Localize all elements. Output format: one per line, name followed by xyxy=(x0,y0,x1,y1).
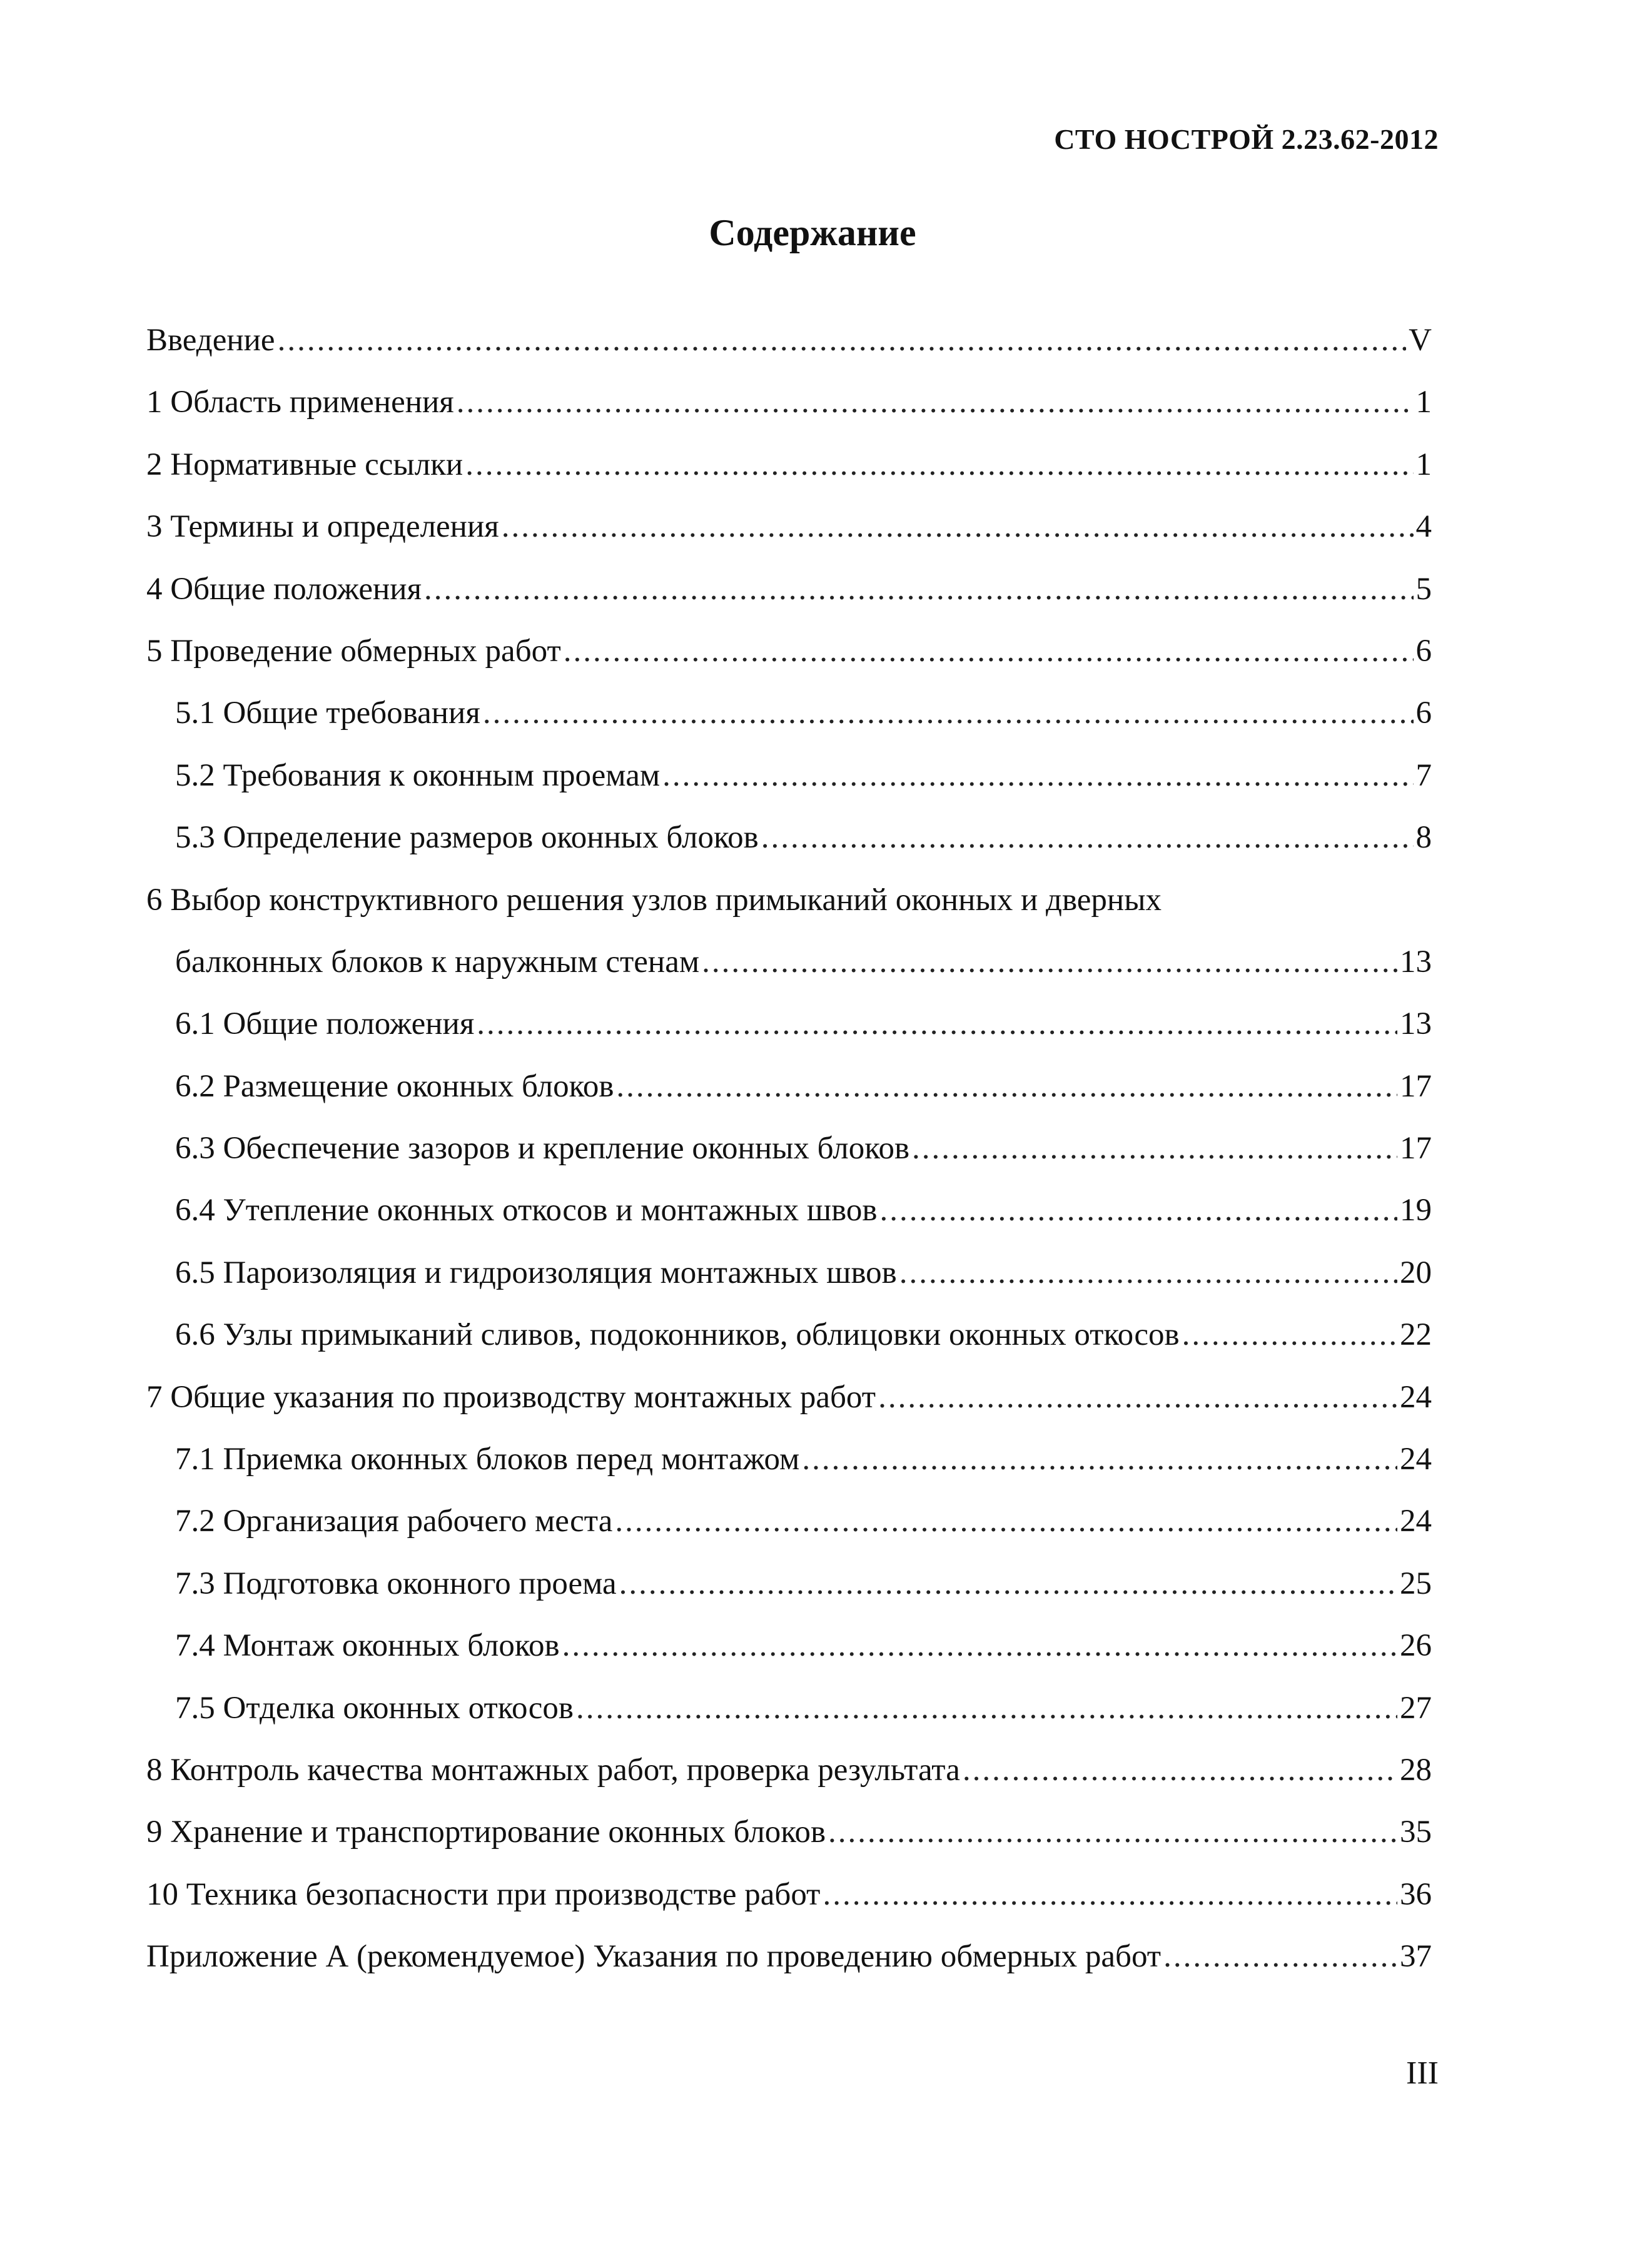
toc-leader-dots xyxy=(662,757,1413,794)
toc-leader-dots xyxy=(564,633,1414,669)
toc-entry xyxy=(146,757,1432,819)
toc-entry-page: 28 xyxy=(1400,1752,1432,1788)
toc-entry xyxy=(146,1876,1432,1938)
toc-entry xyxy=(146,571,1432,633)
toc-leader-dots xyxy=(424,571,1413,607)
toc-entry-page: 24 xyxy=(1400,1379,1432,1415)
toc-entry-title: 6.2 Размещение оконных блоков xyxy=(175,1068,614,1104)
toc-leader-dots xyxy=(963,1752,1397,1788)
toc-entry-page: 19 xyxy=(1400,1193,1432,1228)
toc-entry-page: 26 xyxy=(1400,1628,1432,1664)
toc-entry-title: 1 Область применения xyxy=(146,385,454,420)
toc-entry-title: 5.1 Общие требования xyxy=(175,696,480,731)
table-of-contents xyxy=(146,322,1432,2001)
toc-entry xyxy=(146,1752,1432,1814)
toc-entry xyxy=(146,944,1432,1006)
toc-entry-title: 7.5 Отделка оконных откосов xyxy=(175,1690,574,1726)
toc-entry-page: V xyxy=(1409,323,1432,358)
toc-entry-title: 6.4 Утепление оконных откосов и монтажных швов xyxy=(175,1193,878,1228)
toc-entry-title: 5.2 Требования к оконным проемам xyxy=(175,757,661,793)
toc-entry-title: 5.3 Определение размеров оконных блоков xyxy=(175,820,759,856)
toc-entry xyxy=(146,1130,1432,1192)
toc-entry-title: 6.6 Узлы примыканий сливов, подоконников, облицовки оконных откосов xyxy=(175,1317,1180,1353)
toc-entry xyxy=(146,819,1432,881)
toc-entry-page: 5 xyxy=(1415,571,1432,607)
toc-entry xyxy=(146,1814,1432,1876)
toc-entry-title: балконных блоков к наружным стенам xyxy=(175,944,700,980)
toc-entry xyxy=(146,695,1432,757)
page-title: Содержание xyxy=(709,212,916,253)
toc-entry xyxy=(146,509,1432,570)
toc-entry xyxy=(146,1690,1432,1752)
toc-leader-dots xyxy=(823,1876,1397,1913)
toc-entry xyxy=(146,1192,1432,1254)
toc-entry-page: 20 xyxy=(1400,1255,1432,1290)
toc-entry xyxy=(146,633,1432,695)
toc-entry-title: 7.1 Приемка оконных блоков перед монтажом xyxy=(175,1442,800,1477)
toc-leader-dots xyxy=(619,1566,1397,1602)
toc-leader-dots xyxy=(899,1255,1397,1291)
toc-leader-dots xyxy=(615,1503,1397,1539)
toc-entry xyxy=(146,447,1432,509)
toc-entry-title: Приложение А (рекомендуемое) Указания по проведению обмерных работ xyxy=(146,1939,1162,1975)
toc-entry-page: 22 xyxy=(1400,1317,1432,1353)
toc-entry xyxy=(146,1628,1432,1689)
toc-leader-dots xyxy=(880,1192,1398,1228)
toc-entry-page: 35 xyxy=(1400,1815,1432,1850)
toc-entry-title: 7 Общие указания по производству монтажных работ xyxy=(146,1379,876,1415)
toc-entry xyxy=(146,1006,1432,1068)
toc-entry-title: 10 Техника безопасности при производстве работ xyxy=(146,1876,821,1912)
toc-entry xyxy=(146,322,1432,384)
toc-entry-page: 6 xyxy=(1415,696,1432,731)
toc-entry xyxy=(146,1255,1432,1317)
toc-entry-title: 8 Контроль качества монтажных работ, проверка результата xyxy=(146,1752,960,1788)
toc-entry xyxy=(146,882,1432,944)
toc-entry xyxy=(146,1938,1432,2000)
toc-entry-title: 5 Проведение обмерных работ xyxy=(146,633,561,669)
toc-entry-title: 6.3 Обеспечение зазоров и крепление оконных блоков xyxy=(175,1131,910,1167)
toc-leader-dots xyxy=(761,819,1414,856)
toc-entry-title: 2 Нормативные ссылки xyxy=(146,447,463,482)
toc-entry xyxy=(146,1379,1432,1441)
toc-leader-dots xyxy=(278,322,1407,358)
toc-entry xyxy=(146,1566,1432,1628)
toc-entry-page: 1 xyxy=(1415,447,1432,482)
toc-leader-dots xyxy=(483,695,1414,731)
toc-entry-page: 8 xyxy=(1415,820,1432,856)
toc-entry-page: 6 xyxy=(1415,633,1432,669)
toc-entry-title: 7.2 Организация рабочего места xyxy=(175,1504,613,1539)
toc-leader-dots xyxy=(562,1628,1397,1664)
toc-entry-page: 13 xyxy=(1400,944,1432,980)
toc-entry-title: 3 Термины и определения xyxy=(146,509,499,545)
toc-entry-title: Введение xyxy=(146,323,275,358)
toc-entry-title: 7.4 Монтаж оконных блоков xyxy=(175,1628,560,1664)
toc-leader-dots xyxy=(616,1068,1397,1105)
toc-entry-page: 24 xyxy=(1400,1504,1432,1539)
toc-entry-page: 37 xyxy=(1400,1939,1432,1975)
toc-entry-page: 36 xyxy=(1400,1876,1432,1912)
toc-leader-dots xyxy=(457,384,1414,420)
toc-entry-page: 25 xyxy=(1400,1566,1432,1601)
toc-leader-dots xyxy=(477,1006,1397,1042)
toc-entry-title: 9 Хранение и транспортирование оконных блоков xyxy=(146,1815,826,1850)
toc-leader-dots xyxy=(502,509,1414,545)
toc-leader-dots xyxy=(912,1130,1397,1167)
document-code-header: СТО НОСТРОЙ 2.23.62-2012 xyxy=(1054,123,1439,155)
toc-entry xyxy=(146,1068,1432,1130)
toc-leader-dots xyxy=(878,1379,1397,1415)
toc-leader-dots xyxy=(802,1441,1397,1477)
toc-entry xyxy=(146,1317,1432,1379)
toc-entry-page: 1 xyxy=(1415,385,1432,420)
toc-entry-page: 17 xyxy=(1400,1131,1432,1167)
toc-entry-title: 4 Общие положения xyxy=(146,571,422,607)
toc-entry-page: 4 xyxy=(1415,509,1432,545)
toc-entry xyxy=(146,1441,1432,1503)
toc-leader-dots xyxy=(828,1814,1397,1850)
toc-leader-dots xyxy=(465,447,1413,483)
toc-leader-dots xyxy=(1182,1317,1397,1353)
toc-leader-dots xyxy=(1163,1938,1397,1975)
toc-entry-title: 6.5 Пароизоляция и гидроизоляция монтажных швов xyxy=(175,1255,897,1290)
toc-leader-dots xyxy=(576,1690,1397,1726)
toc-entry-page: 13 xyxy=(1400,1006,1432,1042)
toc-entry-title: 6 Выбор конструктивного решения узлов примыканий оконных и дверных xyxy=(146,882,1162,918)
toc-entry xyxy=(146,1503,1432,1565)
toc-entry-title: 7.3 Подготовка оконного проема xyxy=(175,1566,617,1601)
page-number: III xyxy=(1406,2055,1439,2091)
toc-entry-page: 17 xyxy=(1400,1068,1432,1104)
toc-entry-page: 7 xyxy=(1415,757,1432,793)
toc-entry-page: 27 xyxy=(1400,1690,1432,1726)
toc-entry-page: 24 xyxy=(1400,1442,1432,1477)
toc-entry xyxy=(146,384,1432,446)
toc-entry-title: 6.1 Общие положения xyxy=(175,1006,475,1042)
toc-leader-dots xyxy=(702,944,1397,980)
